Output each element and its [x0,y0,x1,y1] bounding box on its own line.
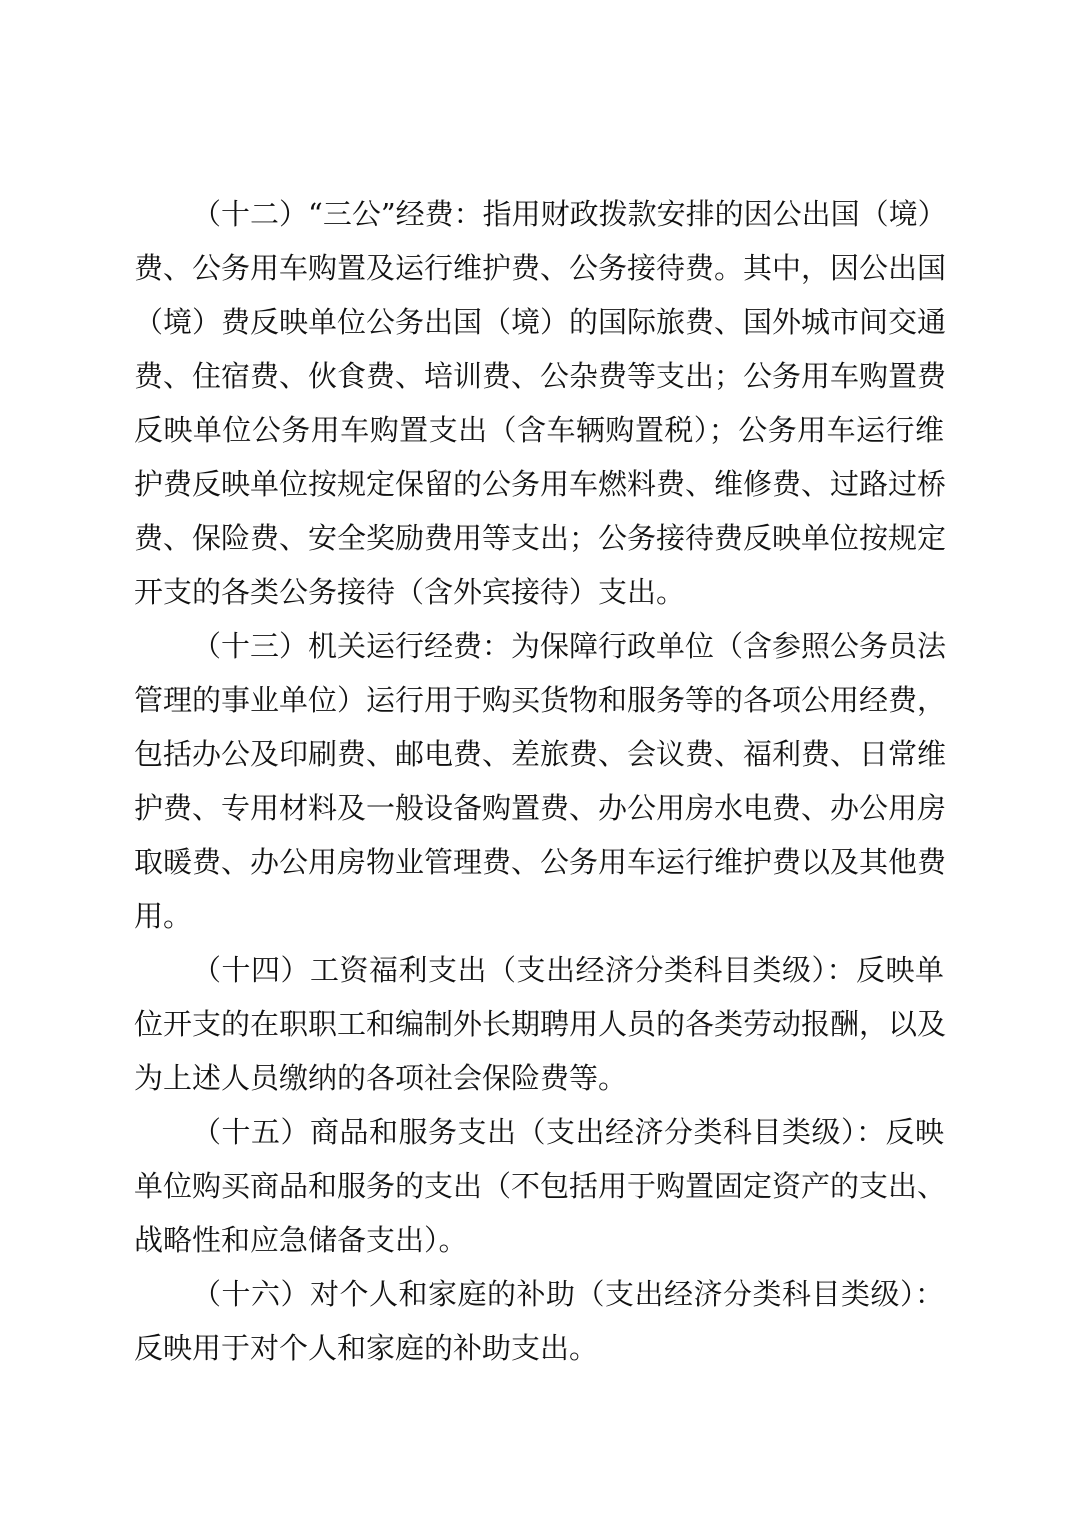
text-line: （十二）“三公”经费：指用财政拨款安排的因公出国（境） [192,197,947,231]
text-line: （十四）工资福利支出（支出经济分类科目类级）：反映单 [192,953,944,987]
text-line: （十五）商品和服务支出（支出经济分类科目类级）：反映 [192,1115,944,1149]
paragraph-agency-operating-expenses [134,619,947,943]
text-line: 为上述人员缴纳的各项社会保险费等。 [134,1061,628,1095]
text-line: 反映用于对个人和家庭的补助支出。 [134,1331,599,1365]
text-line: 开支的各类公务接待（含外宾接待）支出。 [134,575,686,609]
document-body [134,187,947,1375]
text-line: 护费、专用材料及一般设备购置费、办公用房水电费、办公用房 [134,791,947,825]
text-line: 单位购买商品和服务的支出（不包括用于购置固定资产的支出、 [134,1169,947,1203]
text-line: 费、住宿费、伙食费、培训费、公杂费等支出；公务用车购置费 [134,359,947,393]
text-line: 位开支的在职职工和编制外长期聘用人员的各类劳动报酬，以及 [134,1007,947,1041]
text-line: 费、保险费、安全奖励费用等支出；公务接待费反映单位按规定 [134,521,947,555]
paragraph-goods-services [134,1105,947,1267]
text-line: 管理的事业单位）运行用于购买货物和服务等的各项公用经费， [134,683,947,717]
paragraph-wages-welfare [134,943,947,1105]
paragraph-san-gong-expenses [134,187,947,619]
paragraph-household-subsidies [134,1267,944,1375]
text-line: 战略性和应急储备支出）。 [134,1223,468,1257]
text-line: 取暖费、办公用房物业管理费、公务用车运行维护费以及其他费 [134,845,947,879]
text-line: （境）费反映单位公务出国（境）的国际旅费、国外城市间交通 [134,305,947,339]
text-line: （十六）对个人和家庭的补助（支出经济分类科目类级）： [192,1277,944,1311]
text-line: （十三）机关运行经费：为保障行政单位（含参照公务员法 [192,629,947,663]
text-line: 护费反映单位按规定保留的公务用车燃料费、维修费、过路过桥 [134,467,947,501]
text-line: 包括办公及印刷费、邮电费、差旅费、会议费、福利费、日常维 [134,737,947,771]
text-line: 费、公务用车购置及运行维护费、公务接待费。其中，因公出国 [134,251,947,285]
text-line: 反映单位公务用车购置支出（含车辆购置税）；公务用车运行维 [134,413,944,447]
text-line: 用。 [134,899,193,933]
